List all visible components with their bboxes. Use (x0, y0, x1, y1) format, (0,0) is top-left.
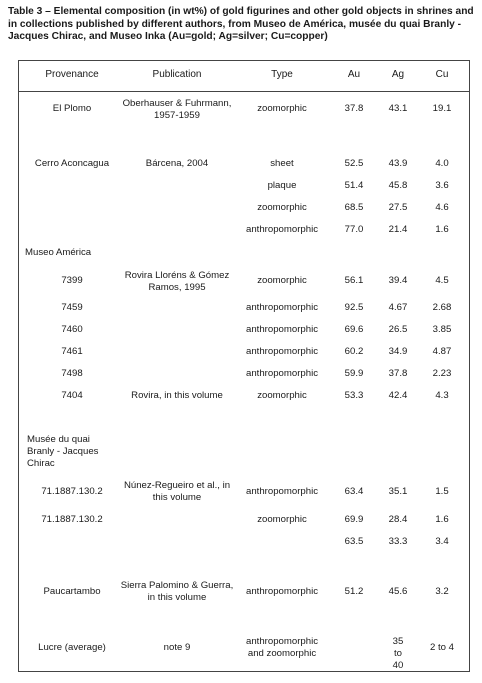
cell-type: zoomorphic (257, 103, 307, 114)
cell-cu: 3.85 (432, 324, 452, 335)
cell-au: 37.8 (344, 103, 364, 114)
cell-provenance: Lucre (average) (38, 642, 106, 653)
group-label: Musée du quai Branly - Jacques Chirac (27, 434, 99, 469)
cell-au: 59.9 (344, 368, 364, 379)
cell-au: 69.9 (344, 514, 364, 525)
cell-provenance: 7404 (61, 390, 83, 401)
column-header-publication: Publication (152, 69, 202, 80)
cell-publication: Rovira Lloréns & Gómez Ramos, 1995 (124, 270, 230, 293)
cell-provenance: 71.1887.130.2 (41, 486, 103, 497)
cell-provenance: 71.1887.130.2 (41, 514, 103, 525)
cell-au: 60.2 (344, 346, 364, 357)
cell-au: 63.4 (344, 486, 364, 497)
cell-type: zoomorphic (257, 275, 307, 286)
cell-au: 77.0 (344, 224, 364, 235)
cell-ag: 35.1 (388, 486, 408, 497)
cell-type: zoomorphic (257, 390, 307, 401)
column-header-au: Au (347, 69, 361, 80)
cell-provenance: Paucartambo (43, 586, 101, 597)
cell-au: 68.5 (344, 202, 364, 213)
column-header-cu: Cu (435, 69, 449, 80)
cell-cu: 2.23 (432, 368, 452, 379)
cell-publication: Sierra Palomino & Guerra, in this volume (120, 580, 234, 603)
cell-provenance: Cerro Aconcagua (34, 158, 110, 169)
cell-au: 53.3 (344, 390, 364, 401)
cell-ag: 37.8 (388, 368, 408, 379)
cell-au: 51.2 (344, 586, 364, 597)
header-divider (18, 91, 470, 92)
cell-ag: 45.8 (388, 180, 408, 191)
table-frame (18, 60, 470, 672)
group-label: Museo América (25, 247, 92, 258)
cell-ag: 34.9 (388, 346, 408, 357)
cell-cu: 4.3 (435, 390, 449, 401)
cell-provenance: 7459 (61, 302, 83, 313)
cell-cu: 3.6 (435, 180, 449, 191)
cell-cu: 3.2 (435, 586, 449, 597)
cell-type: anthropomorphic (246, 586, 318, 597)
cell-au: 63.5 (344, 536, 364, 547)
cell-ag: 33.3 (388, 536, 408, 547)
cell-ag: 35 to 40 (392, 636, 404, 671)
cell-ag: 4.67 (388, 302, 408, 313)
cell-provenance: 7399 (61, 275, 83, 286)
cell-type: zoomorphic (257, 202, 307, 213)
cell-au: 56.1 (344, 275, 364, 286)
cell-type: anthropomorphic (246, 324, 318, 335)
cell-ag: 39.4 (388, 275, 408, 286)
cell-type: sheet (270, 158, 294, 169)
cell-ag: 21.4 (388, 224, 408, 235)
cell-ag: 43.9 (388, 158, 408, 169)
cell-cu: 4.5 (435, 275, 449, 286)
cell-type: anthropomorphic (246, 224, 318, 235)
cell-type: zoomorphic (257, 514, 307, 525)
cell-publication: note 9 (163, 642, 191, 653)
cell-cu: 1.6 (435, 514, 449, 525)
cell-ag: 42.4 (388, 390, 408, 401)
cell-ag: 28.4 (388, 514, 408, 525)
cell-ag: 27.5 (388, 202, 408, 213)
cell-type: anthropomorphic (246, 302, 318, 313)
column-header-provenance: Provenance (45, 69, 99, 80)
cell-publication: Núnez-Regueiro et al., in this volume (123, 480, 231, 503)
cell-type: plaque (267, 180, 297, 191)
cell-ag: 26.5 (388, 324, 408, 335)
cell-cu: 4.87 (432, 346, 452, 357)
cell-publication: Oberhauser & Fuhrmann, 1957-1959 (122, 98, 232, 121)
cell-ag: 43.1 (388, 103, 408, 114)
column-header-ag: Ag (391, 69, 405, 80)
table-caption: Table 3 – Elemental composition (in wt%) of gold figurines and other gold objects in shrines and in collections published by different authors, from Museo de América, musée du quai Branly - Jacques Chirac, and Museo Inka (Au=gold; Ag=silver; Cu=copper) (8, 6, 474, 42)
cell-publication: Rovira, in this volume (131, 390, 223, 401)
cell-cu: 19.1 (432, 103, 452, 114)
cell-cu: 2 to 4 (429, 642, 454, 653)
cell-provenance: El Plomo (52, 103, 92, 114)
cell-cu: 3.4 (435, 536, 449, 547)
cell-cu: 1.5 (435, 486, 449, 497)
cell-cu: 1.6 (435, 224, 449, 235)
cell-au: 51.4 (344, 180, 364, 191)
cell-ag: 45.6 (388, 586, 408, 597)
column-header-type: Type (271, 69, 293, 80)
cell-cu: 2.68 (432, 302, 452, 313)
cell-type: anthropomorphic (246, 346, 318, 357)
cell-type: anthropomorphic (246, 486, 318, 497)
cell-provenance: 7461 (61, 346, 83, 357)
cell-type: anthropomorphic (246, 368, 318, 379)
cell-type: anthropomorphic and zoomorphic (246, 636, 318, 659)
cell-au: 69.6 (344, 324, 364, 335)
cell-provenance: 7498 (61, 368, 83, 379)
cell-provenance: 7460 (61, 324, 83, 335)
cell-au: 92.5 (344, 302, 364, 313)
cell-cu: 4.6 (435, 202, 449, 213)
cell-au: 52.5 (344, 158, 364, 169)
cell-cu: 4.0 (435, 158, 449, 169)
cell-publication: Bárcena, 2004 (145, 158, 209, 169)
